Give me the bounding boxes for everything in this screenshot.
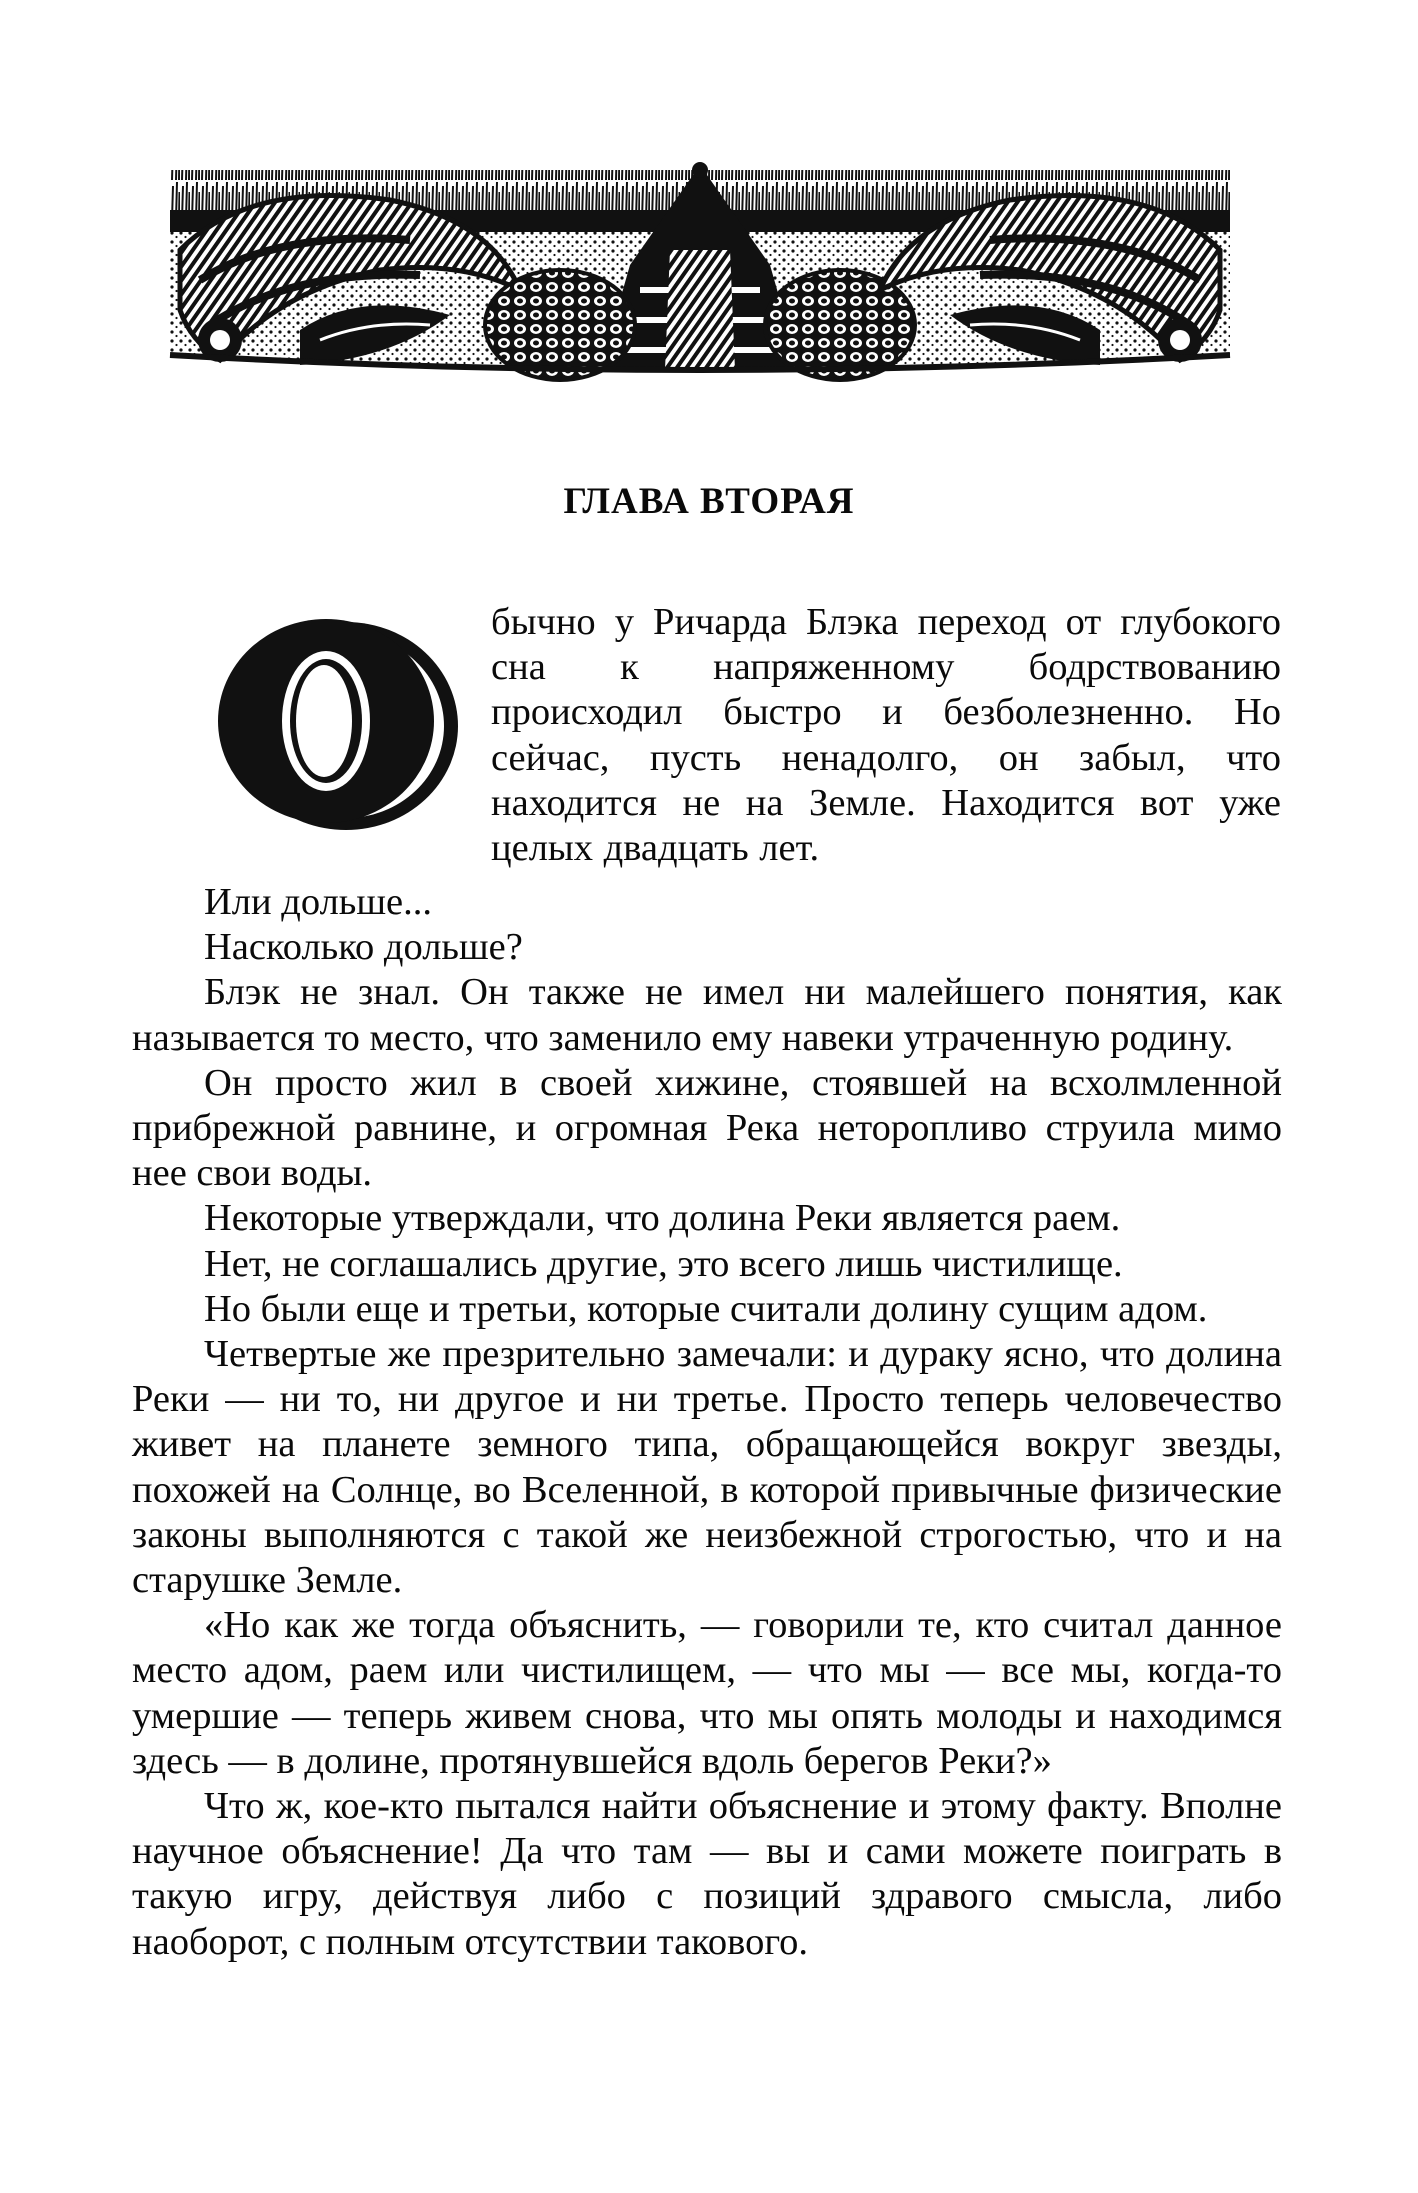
paragraph: Нет, не соглашались другие, это всего лишь чистилище.: [204, 1242, 1123, 1285]
paragraph: Но были еще и третьи, которые считали долину сущим адом.: [204, 1287, 1208, 1330]
drop-cap-letter: [198, 595, 468, 838]
paragraph: Насколько дольше?: [204, 926, 523, 969]
paragraph: «Но как же тогда объяснить, — говорили те, кто считал данное место адом, раем или чистилищем, — что мы — все мы, когда-то умершие — теперь живем снова, что мы опять молоды и находимся здесь — в долине, протянувшейся вдоль берегов Реки?»: [132, 1604, 1282, 1782]
drop-cap-text: О: [198, 595, 210, 612]
paragraph: Или дольше...: [204, 881, 432, 923]
decorative-header-ornament: [160, 140, 1240, 385]
lead-paragraph: бычно у Ричарда Блэка переход от глубокого сна к напряженному бодрствованию происходил быстро и безболезненно. Но сейчас, пусть ненадолго, он забыл, что находится не на Земле. Находится вот уже целых двадцать лет.: [491, 601, 1281, 870]
paragraph: Он просто жил в своей хижине, стоявшей на всхолмленной прибрежной равнине, и огромная Река неторопливо струила мимо нее свои воды.: [132, 1061, 1282, 1195]
paragraph: Блэк не знал. Он также не имел ни малейшего понятия, как называется то место, что заменило ему навеки утраченную родину.: [132, 971, 1282, 1059]
paragraph: Некоторые утверждали, что долина Реки является раем.: [204, 1197, 1121, 1240]
chapter-title: ГЛАВА ВТОРАЯ: [563, 481, 855, 522]
body-text: [132, 880, 1282, 1965]
paragraph: Что ж, кое-кто пытался найти объяснение и этому факту. Вполне научное объяснение! Да что там — вы и сами можете поиграть в такую игру, действуя либо с позиций здравого смысла, либо наоборот, с полным отсутствии такового.: [132, 1785, 1282, 1963]
paragraph: Четвертые же презрительно замечали: и дураку ясно, что долина Реки — ни то, ни другое и ни третье. Просто теперь человечество живет на планете земного типа, обращающейся вокруг звезды, похожей на Солнце, во Вселенной, в которой привычные физические законы выполняются с такой же неизбежной строгостью, что и на старушке Земле.: [132, 1333, 1282, 1602]
